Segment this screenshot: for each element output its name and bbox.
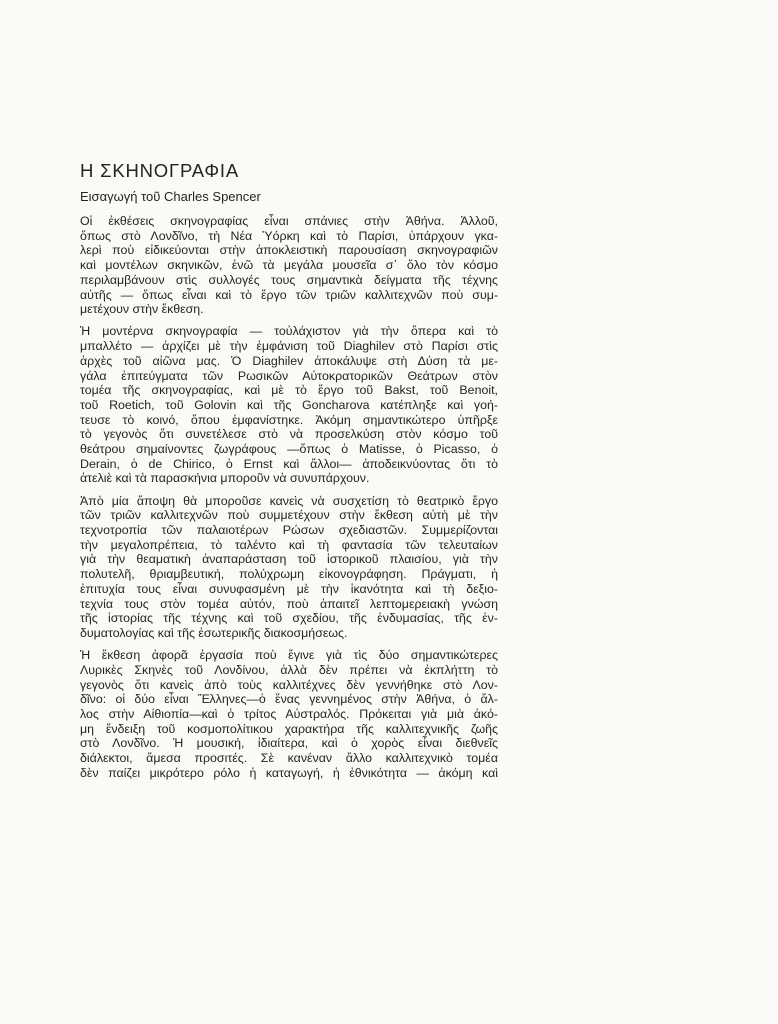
text-line: λερὶ ποὺ εἰδικεύονται στὴν ἀποκλειστικὴ παρουσίαση σκηνογραφιῶν — [80, 243, 498, 258]
text-line: στὸ Λονδῖνο. Ἡ μουσική, ἰδιαίτερα, καὶ ὁ χορὸς εἶναι διεθνεῖς — [80, 736, 498, 751]
text-line: αὐτῆς — ὅπως εἶναι καὶ τὸ ἔργο τῶν τριῶν καλλιτεχνῶν ποὺ συμ- — [80, 287, 498, 302]
text-line: Ἀπὸ μία ἄποψη θὰ μποροῦσε κανεὶς νὰ συσχετίση τὸ θεατρικὸ ἔργο — [80, 493, 498, 508]
text-line: Οἱ ἐκθέσεις σκηνογραφίας εἶναι σπάνιες στὴν Ἀθήνα. Ἀλλοῦ, — [80, 214, 498, 228]
text-line: Λυρικὲς Σκηνὲς τοῦ Λονδίνου, ἀλλὰ δὲν πρέπει νὰ ἐκπλήττη τὸ — [80, 662, 498, 677]
text-line: τεχνοτροπία τῶν παλαιοτέρων Ρώσων σχεδιαστῶν. Συμμερίζονται — [80, 523, 498, 538]
text-line: τομέα τῆς σκηνογραφίας, καὶ μὲ τὸ ἔργο τοῦ Bakst, τοῦ Benoit, — [80, 383, 498, 398]
text-line: ἀρχὲς τοῦ αἰῶνα μας. Ὁ Diaghilev ἀποκάλυψε στὴ Δύση τὰ με- — [80, 353, 498, 368]
text-line: τευσε τὸ κοινό, ὅπου ἐμφανίστηκε. Ἀκόμη σημαντικώτερο ὑπῆρξε — [80, 412, 498, 427]
text-line: τῶν τριῶν καλλιτεχνῶν ποὺ συμμετέχουν στὴν ἔκθεση αὐτὴ μὲ τὴν — [80, 508, 498, 523]
body-text — [80, 214, 498, 788]
paragraph — [80, 214, 498, 317]
text-line: Derain, ὁ de Chirico, ὁ Ernst καὶ ἄλλοι— ἀποδεικνύοντας ὅτι τὸ — [80, 456, 498, 471]
text-line: πολυτελῆ, θριαμβευτική, πολύχρωμη εἰκονογράφηση. Πράγματι, ἡ — [80, 567, 498, 582]
text-line: τοῦ Roetich, τοῦ Golovin καὶ τῆς Goncharova κατέπληξε καὶ γοή- — [80, 397, 498, 412]
text-line: τὴν μεγαλοπρέπεια, τὸ ταλέντο καὶ τὴ φαντασία τῶν τελευταίων — [80, 537, 498, 552]
text-line: ὅπως στὸ Λονδῖνο, τὴ Νέα Ὑόρκη καὶ τὸ Παρίσι, ὑπάρχουν γκα- — [80, 228, 498, 243]
page-title: Η ΣΚΗΝΟΓΡΑΦΙΑ — [80, 160, 239, 181]
text-line: δῖνο: οἱ δύο εἶναι Ἕλληνες—ὁ ἕνας γεννημένος στὴν Ἀθήνα, ὁ ἄλ- — [80, 692, 498, 707]
text-line: τὸ γεγονὸς ὅτι συνετέλεσε στὸ νὰ προσελκύση στὸν κόσμο τοῦ — [80, 427, 498, 442]
text-line: γεγονὸς ὅτι κανεὶς ἀπὸ τοὺς καλλιτέχνες δὲν γεννήθηκε στὸ Λον- — [80, 677, 498, 692]
text-line: Ἡ μοντέρνα σκηνογραφία — τοὐλάχιστον γιὰ τὴν ὅπερα καὶ τὸ — [80, 324, 498, 339]
paragraph — [80, 324, 498, 486]
paragraph — [80, 494, 498, 641]
subtitle-author: Εισαγωγή τοῦ Charles Spencer — [80, 189, 261, 204]
text-line: ἐπιτυχία τους εἶναι συνυφασμένη μὲ τὴν ἱκανότητα καὶ τὴ δεξιο- — [80, 581, 498, 596]
text-line: δυματολογίας καὶ τῆς ἐσωτερικῆς διακοσμήσεως. — [80, 625, 348, 640]
text-line: γιὰ τὴν θεαματικὴ ἀναπαράσταση τοῦ ἱστορικοῦ πλαισίου, γιὰ τὴν — [80, 552, 498, 567]
text-line: θεάτρου σημαίνοντες ζωγράφους —ὅπως ὁ Matisse, ὁ Picasso, ὁ — [80, 442, 498, 457]
text-line: τεχνία τους στὸν τομέα αὐτόν, ποὺ ἀπαιτεῖ λεπτομερειακὴ γνώση — [80, 596, 498, 611]
text-line: Ἡ ἔκθεση ἀφορᾶ ἐργασία ποὺ ἔγινε γιὰ τὶς δύο σημαντικώτερες — [80, 648, 498, 663]
text-line: μπαλλέτο — ἀρχίζει μὲ τὴν ἐμφάνιση τοῦ Diaghilev στὸ Παρίσι στὶς — [80, 339, 498, 354]
text-line: μετέχουν στὴν ἔκθεση. — [80, 302, 204, 317]
text-line: μη ἔνδειξη τοῦ κοσμοπολίτικου χαρακτήρα τῆς καλλιτεχνικῆς ζωῆς — [80, 721, 498, 736]
text-line: ἀτελιὲ καὶ τὰ παρασκήνια μποροῦν νὰ συνυπάρχουν. — [80, 471, 370, 486]
text-line: τῆς ἱστορίας τῆς τέχνης καὶ τοῦ σχεδίου, τῆς ἐνδυμασίας, τῆς ἐν- — [80, 611, 498, 626]
text-line: καὶ μοντέλων σκηνικῶν, ἐνῶ τὰ μεγάλα μουσεῖα σ᾽ ὅλο τὸν κόσμο — [80, 258, 498, 273]
text-line: λος στὴν Αἰθιοπία—καὶ ὁ τρίτος Αὐστραλός. Πρόκειται γιὰ μιὰ ἀκό- — [80, 707, 498, 721]
text-line: διάλεκτοι, ἄμεσα προσιτές. Σὲ κανέναν ἄλλο καλλιτεχνικὸ τομέα — [80, 751, 498, 766]
paragraph — [80, 648, 498, 780]
text-line: γάλα ἐπιτεύγματα τῶν Ρωσικῶν Αὐτοκρατορικῶν Θεάτρων στὸν — [80, 368, 498, 383]
text-line: δὲν παίζει μικρότερο ρόλο ἡ καταγωγή, ἡ ἐθνικότητα — ἀκόμη καὶ — [80, 765, 498, 780]
text-line: περιλαμβάνουν στὶς συλλογές τους σημαντικὰ δείγματα τῆς τέχνης — [80, 272, 498, 287]
